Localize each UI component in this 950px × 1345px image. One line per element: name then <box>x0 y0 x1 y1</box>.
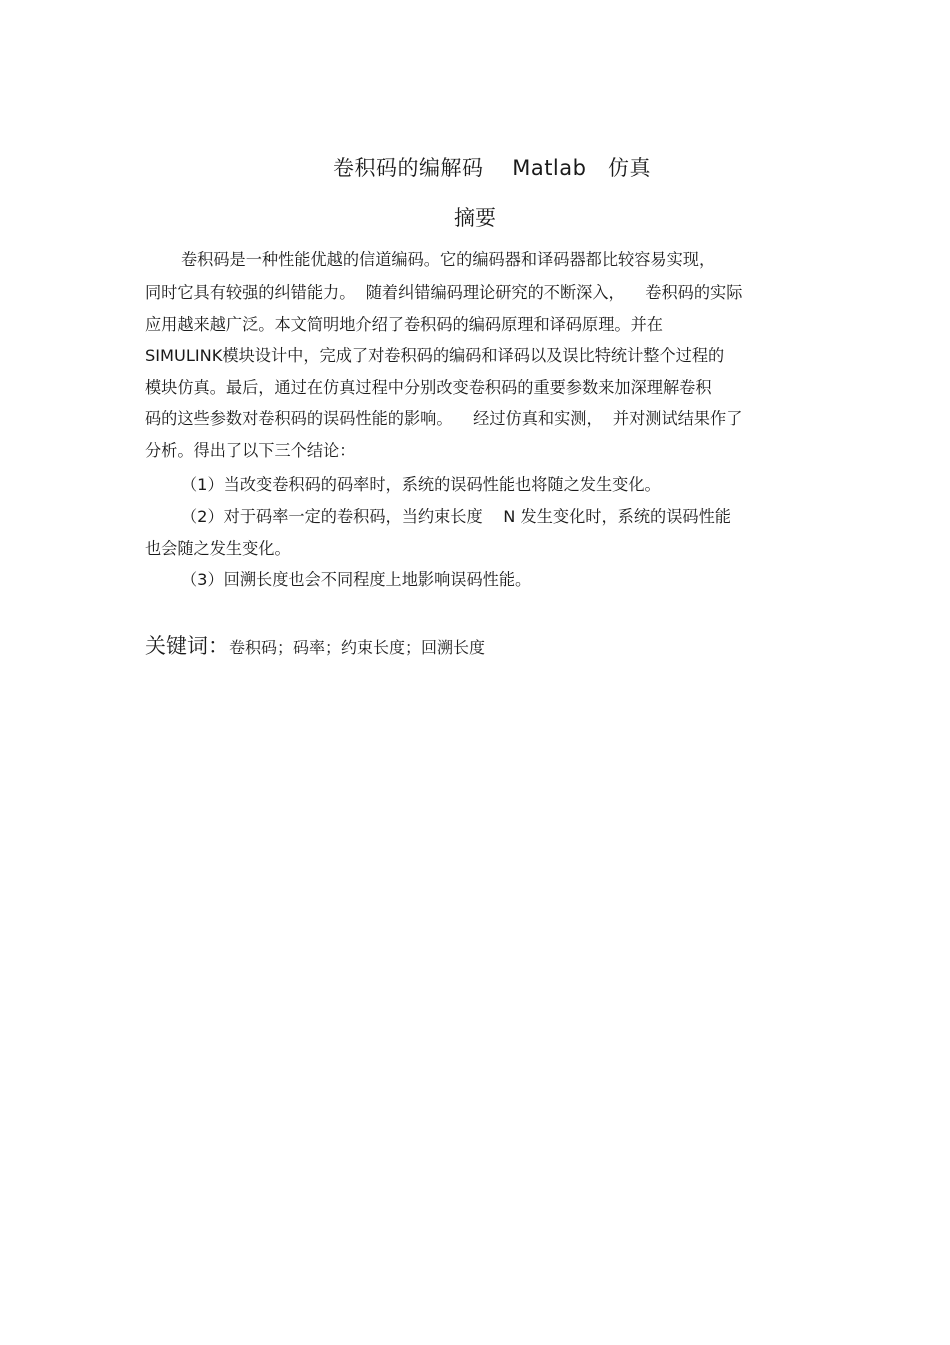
abstract-heading: 摘要 <box>454 206 496 230</box>
keywords-values: 卷积码；码率；约束长度；回溯长度 <box>229 638 486 657</box>
keywords-line <box>145 630 485 660</box>
conclusion-1: （1）当改变卷积码的码率时，系统的误码性能也将随之发生变化。 <box>181 475 661 494</box>
conclusion-2: （2）对于码率一定的卷积码，当约束长度 N 发生变化时，系统的误码性能 <box>181 507 731 526</box>
document-title: 卷积码的编解码 Matlab 仿真 <box>333 156 651 180</box>
abstract-line-5: 模块仿真。最后，通过在仿真过程中分别改变卷积码的重要参数来加深理解卷积 <box>145 378 712 397</box>
abstract-line-7: 分析。得出了以下三个结论： <box>145 441 356 460</box>
keywords-label: 关键词： <box>145 634 229 658</box>
abstract-line-4: SIMULINK模块设计中，完成了对卷积码的编码和译码以及误比特统计整个过程的 <box>145 346 725 365</box>
abstract-line-6: 码的这些参数对卷积码的误码性能的影响。 经过仿真和实测， 并对测试结果作了 <box>145 409 743 428</box>
abstract-line-3: 应用越来越广泛。本文简明地介绍了卷积码的编码原理和译码原理。并在 <box>145 315 663 334</box>
conclusion-3: （3）回溯长度也会不同程度上地影响误码性能。 <box>181 570 532 589</box>
abstract-line-2: 同时它具有较强的纠错能力。 随着纠错编码理论研究的不断深入， 卷积码的实际 <box>145 283 743 302</box>
abstract-line-1: 卷积码是一种性能优越的信道编码。它的编码器和译码器都比较容易实现， <box>181 250 716 269</box>
conclusion-2-continued: 也会随之发生变化。 <box>145 539 291 558</box>
